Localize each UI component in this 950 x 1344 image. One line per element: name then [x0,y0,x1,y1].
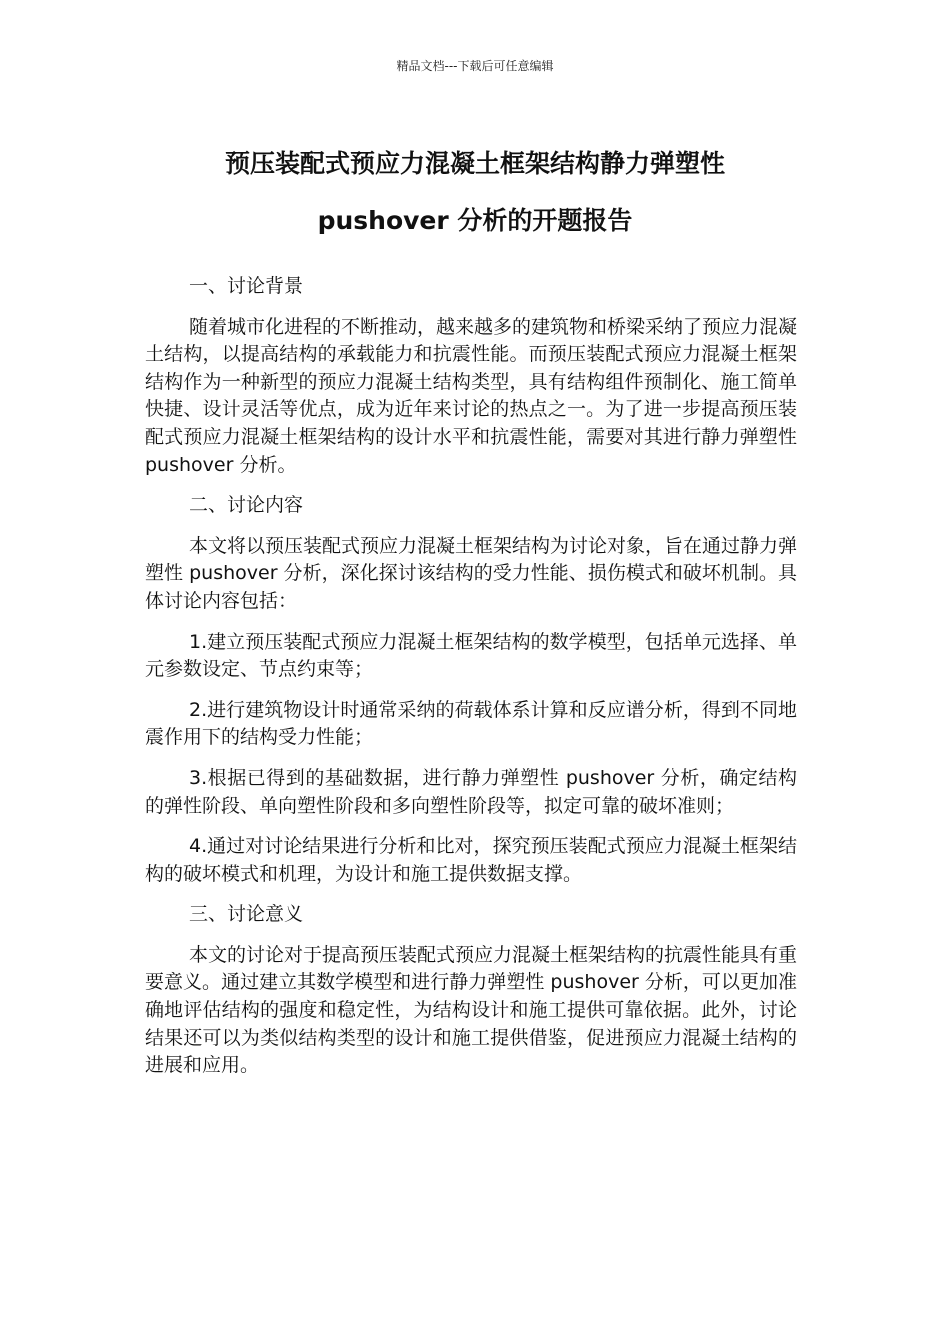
list-item-2: 2.进行建筑物设计时通常采纳的荷载体系计算和反应谱分析，得到不同地震作用下的结构受力性能； [145,698,797,749]
document-title [145,135,805,249]
list-item-1: 1.建立预压装配式预应力混凝土框架结构的数学模型，包括单元选择、单元参数设定、节点约束等； [145,630,797,681]
title-line-1: 预压装配式预应力混凝土框架结构静力弹塑性 [224,149,725,178]
section-heading-background: 一、讨论背景 [189,275,304,297]
title-line-2: pushover 分析的开题报告 [317,206,633,235]
list-item-3: 3.根据已得到的基础数据，进行静力弹塑性 pushover 分析，确定结构的弹性阶段、单向塑性阶段和多向塑性阶段等，拟定可靠的破坏准则； [145,766,797,817]
section-heading-content: 二、讨论内容 [189,494,304,517]
paragraph-significance: 本文的讨论对于提高预压装配式预应力混凝土框架结构的抗震性能具有重要意义。通过建立其数学模型和进行静力弹塑性 pushover 分析，可以更加准确地评估结构的强度和稳定性，为结构设计和施工提供可靠依据。此外，讨论结果还可以为类似结构类型的设计和施工提供借鉴，促进预应力混凝土结构的进展和应用。 [145,943,798,1077]
paragraph-content-intro: 本文将以预压装配式预应力混凝土框架结构为讨论对象，旨在通过静力弹塑性 pushover 分析，深化探讨该结构的受力性能、损伤模式和破坏机制。具体讨论内容包括： [145,534,798,612]
document-body [145,273,797,1093]
section-heading-significance: 三、讨论意义 [189,903,304,926]
list-item-4: 4.通过对讨论结果进行分析和比对，探究预压装配式预应力混凝土框架结构的破坏模式和机理，为设计和施工提供数据支撑。 [145,835,797,885]
header-note: 精品文档---下载后可任意编辑 [396,59,554,73]
paragraph-background: 随着城市化进程的不断推动，越来越多的建筑物和桥梁采纳了预应力混凝土结构，以提高结构的承载能力和抗震性能。而预压装配式预应力混凝土框架结构作为一种新型的预应力混凝土结构类型，具有结构组件预制化、施工简单快捷、设计灵活等优点，成为近年来讨论的热点之一。为了进一步提高预压装配式预应力混凝土框架结构的设计水平和抗震性能，需要对其进行静力弹塑性 pushover 分析。 [145,315,798,476]
